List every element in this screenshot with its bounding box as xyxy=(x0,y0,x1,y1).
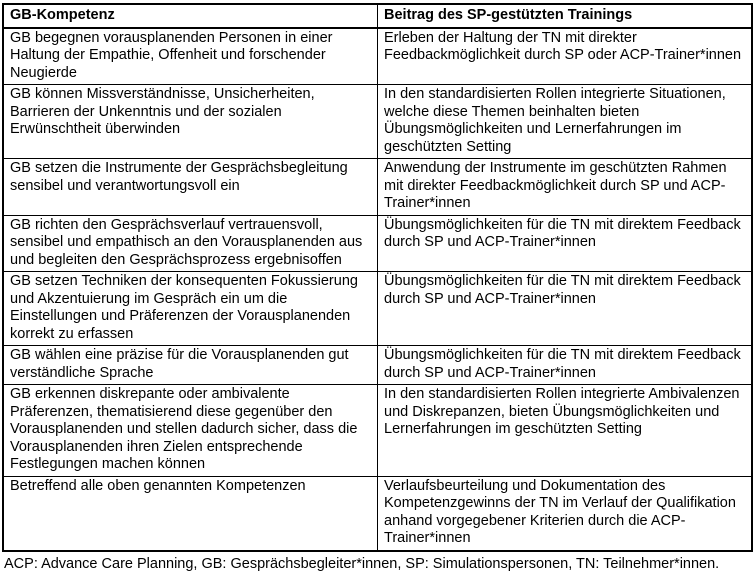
competency-cell: GB wählen eine präzise für die Vorausplanenden gut verständliche Sprache xyxy=(3,346,378,385)
competency-cell: GB richten den Gesprächsverlauf vertrauensvoll, sensibel und empathisch an den Vorausplanenden aus und begleiten den Gesprächsprozess ergebnisoffen xyxy=(3,215,378,272)
abbreviations-footnote: ACP: Advance Care Planning, GB: Gesprächsbegleiter*innen, SP: Simulationspersonen, TN: Teilnehmer*innen. xyxy=(4,555,720,572)
table-row xyxy=(3,85,752,159)
table-row xyxy=(3,28,752,85)
competency-cell: Betreffend alle oben genannten Kompetenzen xyxy=(3,476,378,551)
contribution-cell: Übungsmöglichkeiten für die TN mit direktem Feedback durch SP und ACP-Trainer*innen xyxy=(378,346,753,385)
column-header-gb-kompetenz: GB-Kompetenz xyxy=(3,4,378,28)
competency-table xyxy=(2,3,753,552)
table-header-row xyxy=(3,4,752,28)
contribution-cell: Anwendung der Instrumente im geschützten Rahmen mit direkter Feedbackmöglichkeit durch SP und ACP-Trainer*innen xyxy=(378,159,753,216)
competency-cell: GB begegnen vorausplanenden Personen in einer Haltung der Empathie, Offenheit und forschender Neugierde xyxy=(3,28,378,85)
table-row xyxy=(3,272,752,346)
contribution-cell: Übungsmöglichkeiten für die TN mit direktem Feedback durch SP und ACP-Trainer*innen xyxy=(378,272,753,346)
table-row xyxy=(3,159,752,216)
contribution-cell: Erleben der Haltung der TN mit direkter Feedbackmöglichkeit durch SP oder ACP-Trainer*innen xyxy=(378,28,753,85)
table-row xyxy=(3,215,752,272)
competency-cell: GB setzen die Instrumente der Gesprächsbegleitung sensibel und verantwortungsvoll ein xyxy=(3,159,378,216)
competency-cell: GB können Missverständnisse, Unsicherheiten, Barrieren der Unkenntnis und der sozialen Erwünschtheit überwinden xyxy=(3,85,378,159)
table-row xyxy=(3,476,752,551)
contribution-cell: In den standardisierten Rollen integrierte Ambivalenzen und Diskrepanzen, bieten Übungsmöglichkeiten und Lernerfahrungen im geschützten Setting xyxy=(378,385,753,477)
contribution-cell: Verlaufsbeurteilung und Dokumentation des Kompetenzgewinns der TN im Verlauf der Qualifikation anhand vorgegebener Kriterien durch die ACP-Trainer*innen xyxy=(378,476,753,551)
contribution-cell: In den standardisierten Rollen integrierte Situationen, welche diese Themen beinhalten bieten Übungsmöglichkeiten und Lernerfahrungen im geschützten Setting xyxy=(378,85,753,159)
contribution-cell: Übungsmöglichkeiten für die TN mit direktem Feedback durch SP und ACP-Trainer*innen xyxy=(378,215,753,272)
competency-cell: GB erkennen diskrepante oder ambivalente Präferenzen, thematisierend diese gegenüber den Vorausplanenden und stellen dadurch sicher, dass die Vorausplanenden ihren Zielen entsprechende Festlegungen machen können xyxy=(3,385,378,477)
table-row xyxy=(3,346,752,385)
competency-cell: GB setzen Techniken der konsequenten Fokussierung und Akzentuierung im Gespräch ein um die Einstellungen und Präferenzen der Vorausplanenden korrekt zu erfassen xyxy=(3,272,378,346)
column-header-beitrag-training: Beitrag des SP-gestützten Trainings xyxy=(378,4,753,28)
table-row xyxy=(3,385,752,477)
